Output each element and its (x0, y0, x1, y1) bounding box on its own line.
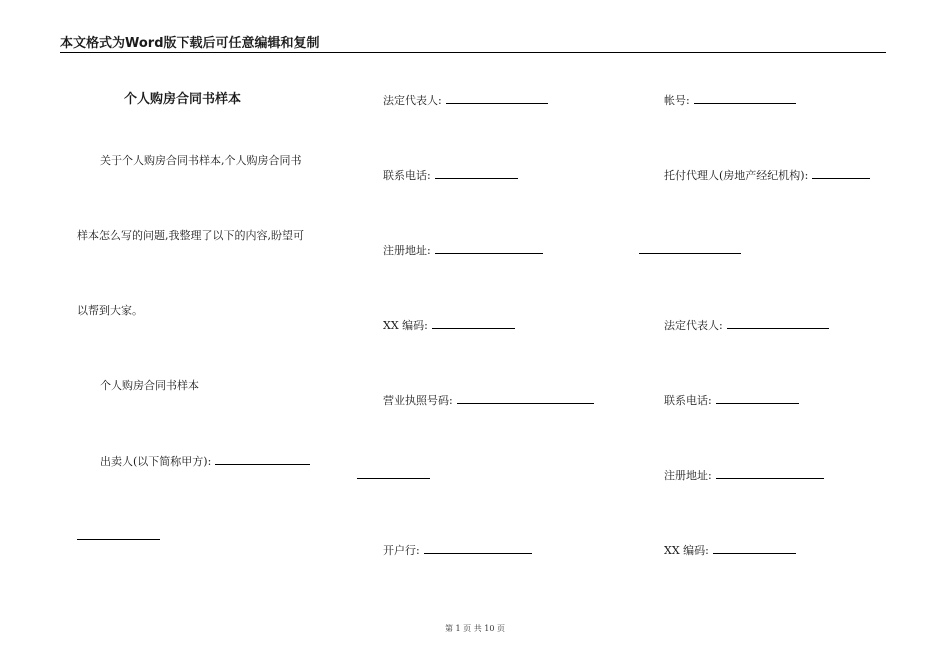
legal-rep-label-2: 法定代表人: (664, 319, 723, 332)
contract-title: 个人购房合同书样本 (124, 92, 242, 107)
agent-blank (812, 168, 870, 179)
postcode-field (383, 318, 515, 333)
bank-field (383, 543, 532, 558)
bank-label: 开户行: (383, 544, 420, 557)
legal-rep-blank (446, 93, 548, 104)
postcode-field-2 (664, 543, 796, 558)
intro-line-2: 样本怎么写的问题,我整理了以下的内容,盼望可 (77, 229, 304, 242)
seller-label: 出卖人(以下简称甲方): (100, 455, 212, 468)
account-blank (694, 93, 796, 104)
legal-rep-label: 法定代表人: (383, 94, 442, 107)
address-blank (435, 243, 543, 254)
bank-blank (424, 543, 532, 554)
legal-rep-blank-2 (727, 318, 829, 329)
address-blank-2 (716, 468, 824, 479)
address-label-2: 注册地址: (664, 469, 712, 482)
phone-field (383, 168, 518, 183)
agent-label: 托付代理人(房地产经纪机构): (664, 169, 809, 182)
postcode-label: XX 编码: (383, 319, 428, 332)
section-subtitle: 个人购房合同书样本 (100, 379, 199, 392)
address-label: 注册地址: (383, 244, 431, 257)
postcode-blank (432, 318, 515, 329)
intro-line-3: 以帮到大家。 (77, 304, 143, 317)
license-blank (457, 393, 594, 404)
postcode-label-2: XX 编码: (664, 544, 709, 557)
seller-field (100, 454, 310, 469)
seller-blank-continued (77, 539, 160, 540)
account-label: 帐号: (664, 94, 690, 107)
phone-blank (435, 168, 518, 179)
page-footer: 第 1 页 共 10 页 (445, 624, 505, 633)
phone-label-2: 联系电话: (664, 394, 712, 407)
license-blank-continued (357, 478, 430, 479)
license-field (383, 393, 594, 408)
agent-blank-continued (639, 253, 741, 254)
seller-blank (215, 454, 310, 465)
postcode-blank-2 (713, 543, 796, 554)
intro-line-1: 关于个人购房合同书样本,个人购房合同书 (100, 154, 302, 167)
address-field-2 (664, 468, 824, 483)
address-field (383, 243, 543, 258)
legal-rep-field-2 (664, 318, 829, 333)
phone-field-2 (664, 393, 799, 408)
account-field (664, 93, 796, 108)
license-label: 营业执照号码: (383, 394, 453, 407)
document-header: 本文格式为Word版下载后可任意编辑和复制 (60, 36, 886, 53)
phone-blank-2 (716, 393, 799, 404)
agent-field (664, 168, 870, 183)
legal-rep-field (383, 93, 548, 108)
phone-label: 联系电话: (383, 169, 431, 182)
